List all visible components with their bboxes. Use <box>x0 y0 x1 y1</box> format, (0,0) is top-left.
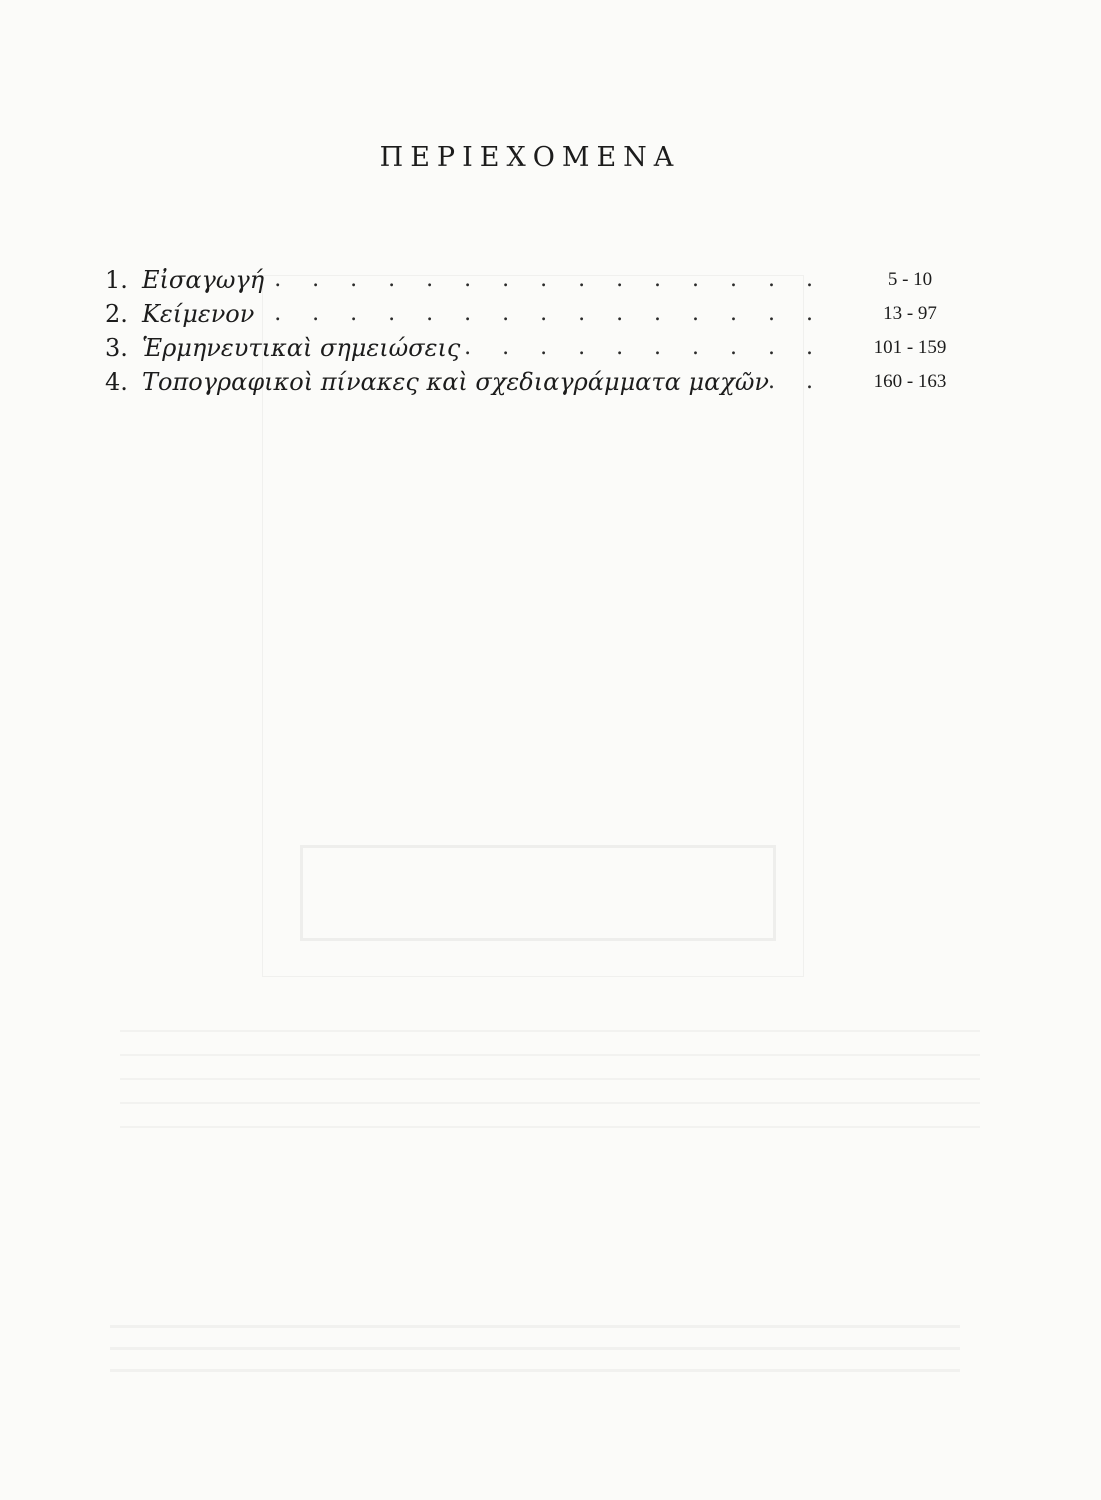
show-through-footer-lines <box>110 1325 960 1375</box>
toc-entry-4 <box>105 365 975 399</box>
toc-entry-1 <box>105 263 975 297</box>
toc-entry-3 <box>105 331 975 365</box>
toc-entry-label: Ἑρμηνευτικαὶ σημειώσεις <box>142 334 461 362</box>
show-through-text-lines <box>120 1030 980 1150</box>
toc-dot-leader: . . . . . . . . . . . . . . . <box>274 301 825 326</box>
toc-entry-pages: 160 - 163 <box>873 371 947 392</box>
page-title: ΠΕΡΙΕΧΟΜΕΝΑ <box>379 142 681 173</box>
toc-entry-number: 2. <box>105 300 128 328</box>
toc-entry-label: Τοπογραφικοὶ πίνακες καὶ σχεδιαγράμματα μαχῶν <box>142 368 769 396</box>
toc-entry-number: 3. <box>105 334 128 362</box>
toc-dot-leader: . . <box>768 369 825 394</box>
toc-entry-label: Κείμενον <box>142 300 255 328</box>
toc-dot-leader: . . . . . . . . . . <box>464 335 825 360</box>
toc-entry-pages: 5 - 10 <box>887 269 933 290</box>
table-of-contents <box>105 263 975 399</box>
toc-entry-pages: 101 - 159 <box>873 337 947 358</box>
toc-entry-number: 1. <box>105 266 128 294</box>
toc-entry-label: Εἰσαγωγή <box>142 266 265 294</box>
toc-entry-2 <box>105 297 975 331</box>
toc-entry-pages: 13 - 97 <box>883 303 937 324</box>
show-through-box <box>300 845 776 941</box>
toc-dot-leader: . . . . . . . . . . . . . . . <box>274 267 825 292</box>
toc-entry-number: 4. <box>105 368 128 396</box>
